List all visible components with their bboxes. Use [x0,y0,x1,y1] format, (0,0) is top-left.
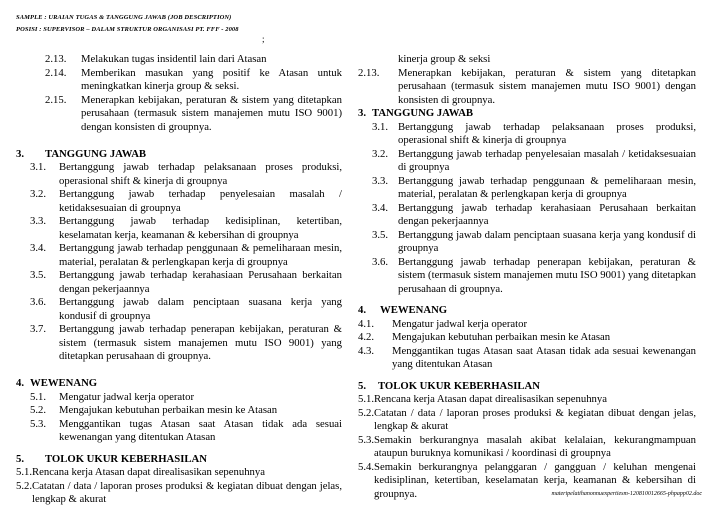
heading-number: 4. [358,304,367,316]
list-item [30,215,342,242]
list-item [30,404,342,418]
list-item [358,331,696,345]
list-item [45,94,342,135]
item-number: 5.2. [358,406,375,419]
list-item [372,229,696,256]
item-text: Bertanggung jawab terhadap kedisiplinan, ketertiban, keselamatan kerja, keamanan & kebersihan di groupnya [59,215,342,241]
item-number: 4.2. [358,331,375,343]
item-text: Mengatur jadwal kerja operator [59,390,195,403]
item-text: Bertanggung jawab terhadap kerahasiaan Perusahaan berkaitan dengan pekerjaannya [398,201,696,227]
item-number: 2.15. [45,93,67,106]
list-item [16,480,342,507]
list-item [358,393,696,407]
item-text: Rencana kerja Atasan dapat direalisasikan sepenuhnya [374,393,607,405]
item-number: 4.3. [358,344,375,357]
left-column [16,53,342,507]
item-number: 5.4. [358,460,375,473]
item-text: Bertanggung jawab terhadap pelaksanaan proses produksi, operasional shift & kinerja di groupnya [398,120,696,146]
document-filename-footer: materipelatihanonnuexpertiesm-120810012665-phpapp02.doc [551,491,702,497]
item-number: 3.3. [372,174,389,187]
item-text: Bertanggung jawab terhadap penerapan kebijakan, peraturan & sistem (termasuk sistem manajemen mutu ISO 9001) yang ditetapkan perusahaan di groupnya. [59,323,342,362]
list-item [30,269,342,296]
item-number: 3.3. [30,215,47,227]
list-item [372,175,696,202]
item-number: 4.1. [358,317,375,330]
list-item [30,242,342,269]
item-number: 2.14. [45,66,67,79]
list-item [372,121,696,148]
right-top-list [358,67,696,108]
section-heading-tanggung-jawab [16,148,342,162]
item-text: Bertanggung jawab terhadap penyelesaian masalah / ketidaksesuaian di groupnya [59,188,342,214]
heading-text: TOLOK UKUR KEBERHASILAN [378,379,540,392]
list-item [30,323,342,364]
section-heading-wewenang [358,304,696,318]
list-item [30,188,342,215]
item-text: Bertanggung jawab terhadap penggunaan & pemeliharaan mesin, material, peralatan & perlengkapan kerja di groupnya [59,242,342,268]
list-item [358,67,696,108]
item-text: Mengajukan kebutuhan perbaikan mesin ke Atasan [392,331,611,343]
item-text: Bertanggung jawab terhadap kerahasiaan Perusahaan berkaitan dengan pekerjaannya [59,269,342,295]
item-text: Menerapkan kebijakan, peraturan & sistem yang ditetapkan perusahaan (termasuk sistem manajemen mutu ISO 9001) dengan konsisten di groupnya. [81,93,342,133]
item-number: 3.1. [372,120,389,133]
list-item [30,418,342,445]
item-number: 5.2. [16,479,33,492]
header-mark: ; [262,34,265,44]
item-text: Menggantikan tugas Atasan saat Atasan tidak ada sesuai kewenangan yang ditentukan Atasan [59,417,342,443]
item-text: Semakin berkurangnya pelanggaran / gangguan / keluhan mengenai kedisiplinan, ketertiban, keselamatan kerja, keamanan & kebersihan di groupnya. [374,460,696,500]
item-number: 5.1. [358,393,375,405]
item-number: 5.2. [30,404,47,416]
list-item [30,161,342,188]
tolok-ukur-list [358,393,696,501]
item-text: Bertanggung jawab dalam penciptaan suasana kerja yang kondusif di groupnya [59,296,342,322]
list-item [372,148,696,175]
heading-text: TANGGUNG JAWAB [45,147,147,160]
heading-text: WEWENANG [380,304,448,316]
item-text: Bertanggung jawab dalam penciptaan suasana kerja yang kondusif di groupnya [398,228,696,254]
heading-number: 5. [16,452,25,465]
item-number: 3.5. [372,228,389,241]
item-number: 3.7. [30,323,47,335]
item-number: 3.4. [30,242,47,254]
item-number: 3.2. [30,188,47,200]
item-number: 3.2. [372,147,389,160]
item-text: Semakin berkurangnya masalah akibat kelalaian, kekurangmampuan ataupun buruknya komunikasi / koordinasi di groupnya [374,433,696,459]
right-continuation: kinerja group & seksi [398,53,491,65]
item-text: Bertanggung jawab terhadap penyelesaian masalah / ketidaksesuaian di groupnya [398,147,696,173]
item-number: 3.6. [372,255,389,268]
item-number: 3.5. [30,269,47,281]
left-top-list [16,53,342,134]
list-item [30,296,342,323]
heading-text: WEWENANG [30,377,98,389]
heading-text: TANGGUNG JAWAB [372,107,474,119]
item-number: 3.6. [30,296,47,308]
item-text: Catatan / data / laporan proses produksi & kegiatan dibuat dengan jelas, lengkap & akurat [374,406,696,432]
item-text: Mengajukan kebutuhan perbaikan mesin ke Atasan [59,404,278,416]
list-item [358,434,696,461]
item-number: 5.3. [358,433,375,446]
item-text: Bertanggung jawab terhadap penggunaan & pemeliharaan mesin, material, peralatan & perlengkapan kerja di groupnya [398,174,696,200]
list-item [16,466,342,480]
section-heading-tolok-ukur [16,453,342,467]
document-header-position: POSISI : SUPERVISOR – DALAM STRUKTUR ORGANISASI PT. FFF - 2008 [16,26,239,33]
heading-number: 5. [358,379,367,392]
item-number: 5.1. [30,390,47,403]
item-text: Mengatur jadwal kerja operator [392,317,528,330]
list-item [45,53,342,67]
item-text: Catatan / data / laporan proses produksi & kegiatan dibuat dengan jelas, lengkap & akurat [32,479,342,505]
tanggung-jawab-list [358,121,696,297]
item-text: Menerapkan kebijakan, peraturan & sistem yang ditetapkan perusahaan (termasuk sistem manajemen mutu ISO 9001) dengan konsisten di groupnya. [398,66,696,106]
item-text: Melakukan tugas insidentil lain dari Atasan [81,53,267,65]
list-item [358,345,696,372]
list-item [30,391,342,405]
item-number: 3.4. [372,201,389,214]
section-heading-tanggung-jawab [358,107,696,121]
list-item [372,256,696,297]
item-text: Memberikan masukan yang positif ke Atasan untuk meningkatkan kinerja group & seksi. [81,66,342,92]
wewenang-list [358,318,696,372]
tolok-ukur-list [16,466,342,507]
heading-number: 3. [358,107,367,119]
section-heading-wewenang [16,377,342,391]
item-text: Bertanggung jawab terhadap penerapan kebijakan, peraturan & sistem (termasuk sistem manajemen mutu ISO 9001) yang ditetapkan perusahaan di groupnya. [398,255,696,295]
heading-number: 3. [16,147,25,160]
wewenang-list [16,391,342,445]
list-item [372,202,696,229]
item-number: 5.1. [16,466,33,478]
item-number: 2.13. [45,53,67,65]
item-number: 3.1. [30,161,47,173]
document-header-title: SAMPLE : URAIAN TUGAS & TANGGUNG JAWAB (JOB DESCRIPTION) [16,14,232,21]
list-item [358,407,696,434]
list-item [358,318,696,332]
right-column [358,53,696,501]
list-item [45,67,342,94]
heading-text: TOLOK UKUR KEBERHASILAN [45,452,207,465]
heading-number: 4. [16,377,25,389]
item-number: 5.3. [30,417,47,430]
tanggung-jawab-list [16,161,342,364]
item-text: Bertanggung jawab terhadap pelaksanaan proses produksi, operasional shift & kinerja di groupnya [59,161,342,187]
item-text: Menggantikan tugas Atasan saat Atasan tidak ada sesuai kewenangan yang ditentukan Atasan [392,344,696,370]
item-number: 2.13. [358,66,380,79]
item-text: Rencana kerja Atasan dapat direalisasikan sepenuhnya [32,466,265,478]
section-heading-tolok-ukur [358,380,696,394]
